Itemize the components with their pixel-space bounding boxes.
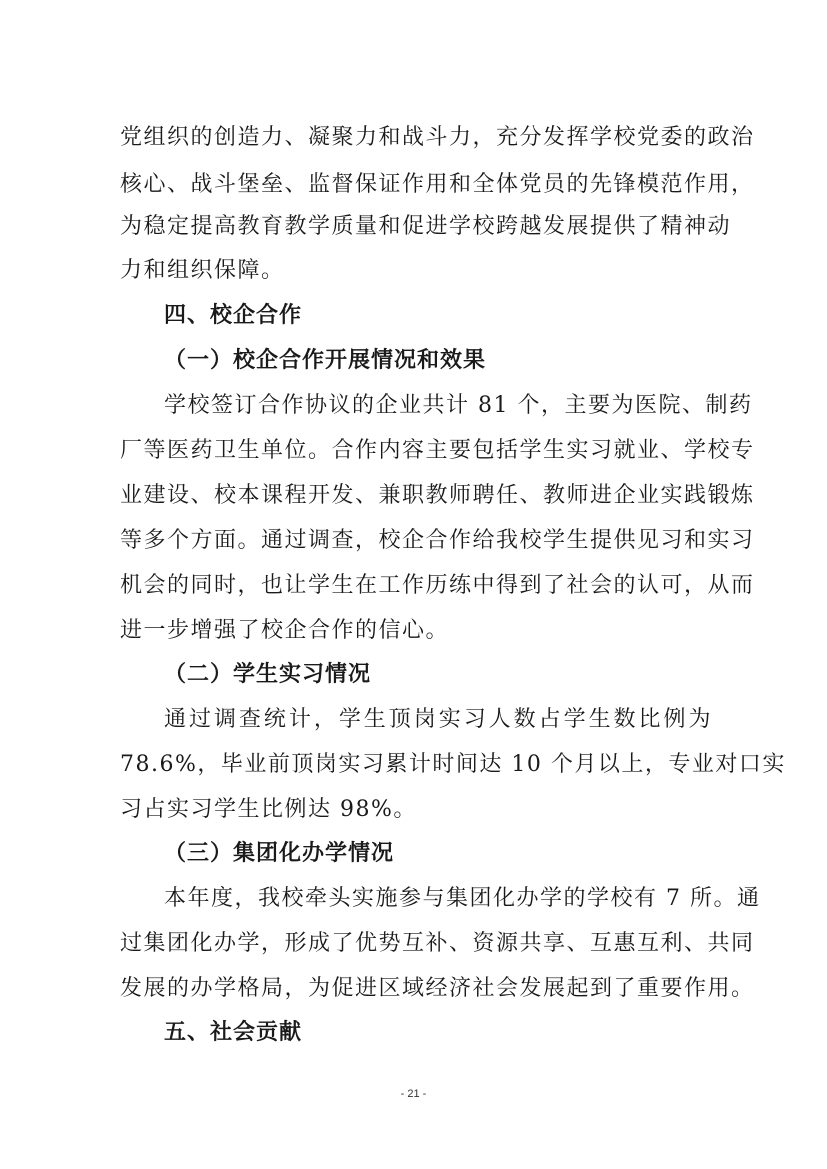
paragraph-line: 学校签订合作协议的企业共计 81 个，主要为医院、制药	[164, 393, 753, 418]
paragraph-line: 本年度，我校牵头实施参与集团化办学的学校有 7 所。通	[164, 886, 761, 911]
paragraph-line: 78.6%，毕业前顶岗实习累计时间达 10 个月以上，专业对口实	[120, 752, 786, 777]
subsection-heading: （二）学生实习情况	[164, 662, 372, 687]
paragraph-line: 机会的同时，也让学生在工作历练中得到了社会的认可，从而	[120, 573, 755, 598]
paragraph-line: 核心、战斗堡垒、监督保证作用和全体党员的先锋模范作用，	[120, 172, 755, 197]
paragraph-line: 过集团化办学，形成了优势互补、资源共享、互惠互利、共同	[120, 931, 755, 956]
paragraph-line: 力和组织保障。	[120, 258, 285, 283]
paragraph-line: 发展的办学格局，为促进区域经济社会发展起到了重要作用。	[120, 976, 755, 1001]
paragraph-line: 业建设、校本课程开发、兼职教师聘任、教师进企业实践锻炼	[120, 483, 755, 508]
paragraph-line: 通过调查统计，学生顶岗实习人数占学生数比例为	[164, 707, 712, 732]
paragraph-line: 进一步增强了校企合作的信心。	[120, 618, 450, 643]
subsection-heading: （三）集团化办学情况	[164, 841, 395, 866]
section-heading: 五、社会贡献	[164, 1020, 303, 1045]
paragraph-line: 为稳定提高教育教学质量和促进学校跨越发展提供了精神动	[120, 214, 732, 239]
page-number: - 21 -	[400, 1088, 427, 1100]
paragraph-line: 等多个方面。通过调查，校企合作给我校学生提供见习和实习	[120, 528, 755, 553]
paragraph-line: 习占实习学生比例达 98%。	[120, 797, 417, 822]
subsection-heading: （一）校企合作开展情况和效果	[164, 348, 487, 373]
section-heading: 四、校企合作	[164, 303, 303, 328]
paragraph-line: 党组织的创造力、凝聚力和战斗力，充分发挥学校党委的政治	[120, 125, 755, 150]
paragraph-line: 厂等医药卫生单位。合作内容主要包括学生实习就业、学校专	[120, 438, 755, 463]
